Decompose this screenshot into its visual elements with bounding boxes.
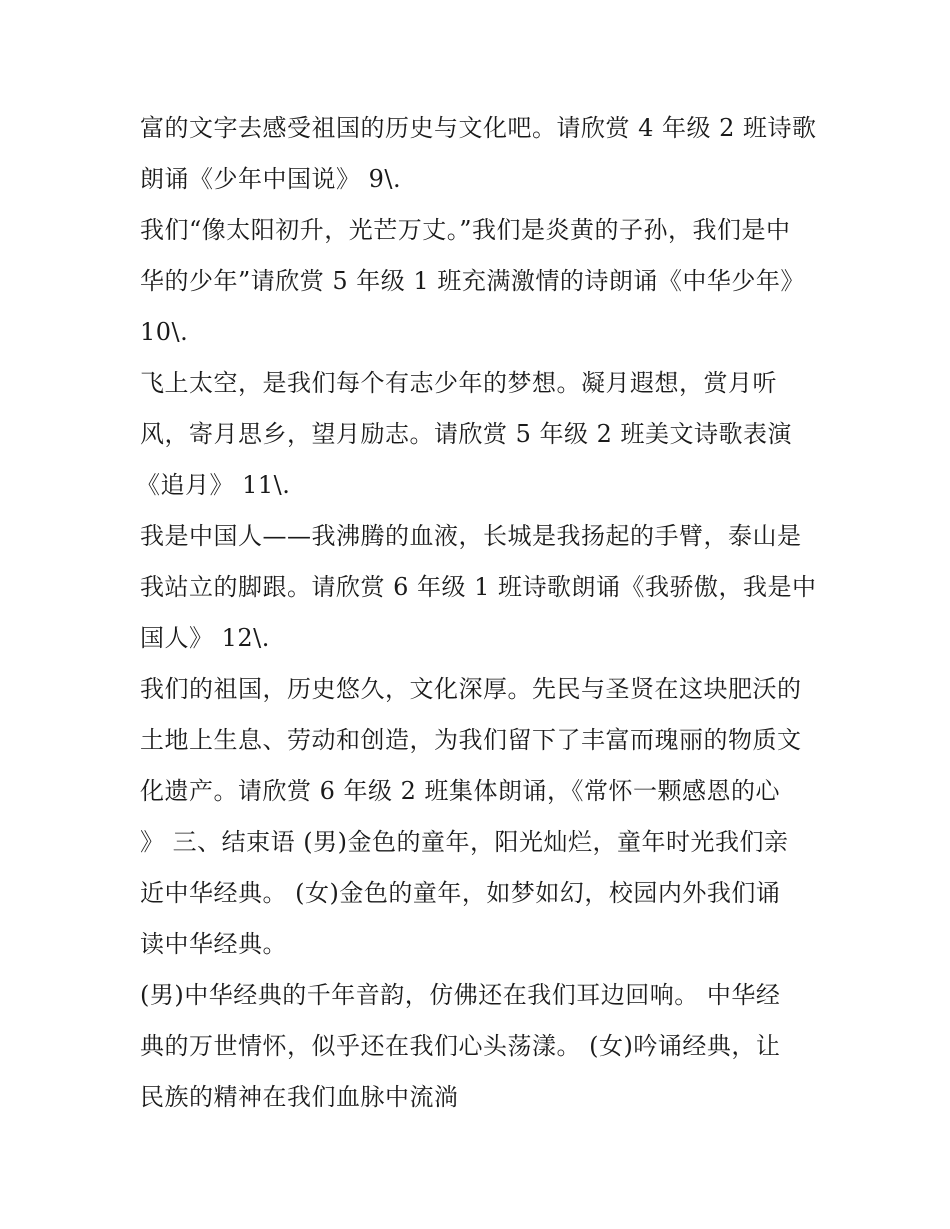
text-line: 读中华经典。 bbox=[140, 930, 287, 958]
text-line: 我是中国人——我沸腾的血液，长城是我扬起的手臂，泰山是 bbox=[140, 522, 802, 550]
text-line: 10\. bbox=[140, 318, 189, 346]
text-line: (男)中华经典的千年音韵，仿佛还在我们耳边回响。 中华经 bbox=[140, 981, 781, 1009]
document-body bbox=[136, 103, 820, 1123]
text-line: 民族的精神在我们血脉中流淌 bbox=[140, 1083, 459, 1111]
text-line: 国人》 12\. bbox=[140, 624, 270, 652]
text-line: 《追月》 11\. bbox=[136, 471, 291, 499]
text-line: 富的文字去感受祖国的历史与文化吧。请欣赏 4 年级 2 班诗歌 bbox=[140, 114, 817, 142]
text-line: 近中华经典。 (女)金色的童年，如梦如幻，校园内外我们诵 bbox=[140, 879, 781, 907]
text-line: 飞上太空，是我们每个有志少年的梦想。凝月遐想，赏月听 bbox=[140, 369, 777, 397]
text-line: 土地上生息、劳动和创造，为我们留下了丰富而瑰丽的物质文 bbox=[140, 726, 802, 754]
text-line: 典的万世情怀，似乎还在我们心头荡漾。 (女)吟诵经典，让 bbox=[140, 1032, 781, 1060]
text-line: 我站立的脚跟。请欣赏 6 年级 1 班诗歌朗诵《我骄傲，我是中 bbox=[140, 573, 817, 601]
text-line: 朗诵《少年中国说》 9\. bbox=[140, 165, 402, 193]
text-line: 华的少年”请欣赏 5 年级 1 班充满激情的诗朗诵《中华少年》 bbox=[140, 267, 805, 295]
text-line: 》 三、结束语 (男)金色的童年，阳光灿烂，童年时光我们亲 bbox=[140, 828, 789, 856]
text-line: 风，寄月思乡，望月励志。请欣赏 5 年级 2 班美文诗歌表演 bbox=[140, 420, 793, 448]
text-line: 我们的祖国，历史悠久，文化深厚。先民与圣贤在这块肥沃的 bbox=[140, 675, 802, 703]
text-line: 化遗产。请欣赏 6 年级 2 班集体朗诵，《常怀一颗感恩的心 bbox=[140, 777, 781, 805]
text-line: 我们“像太阳初升，光芒万丈。”我们是炎黄的子孙，我们是中 bbox=[140, 216, 791, 244]
